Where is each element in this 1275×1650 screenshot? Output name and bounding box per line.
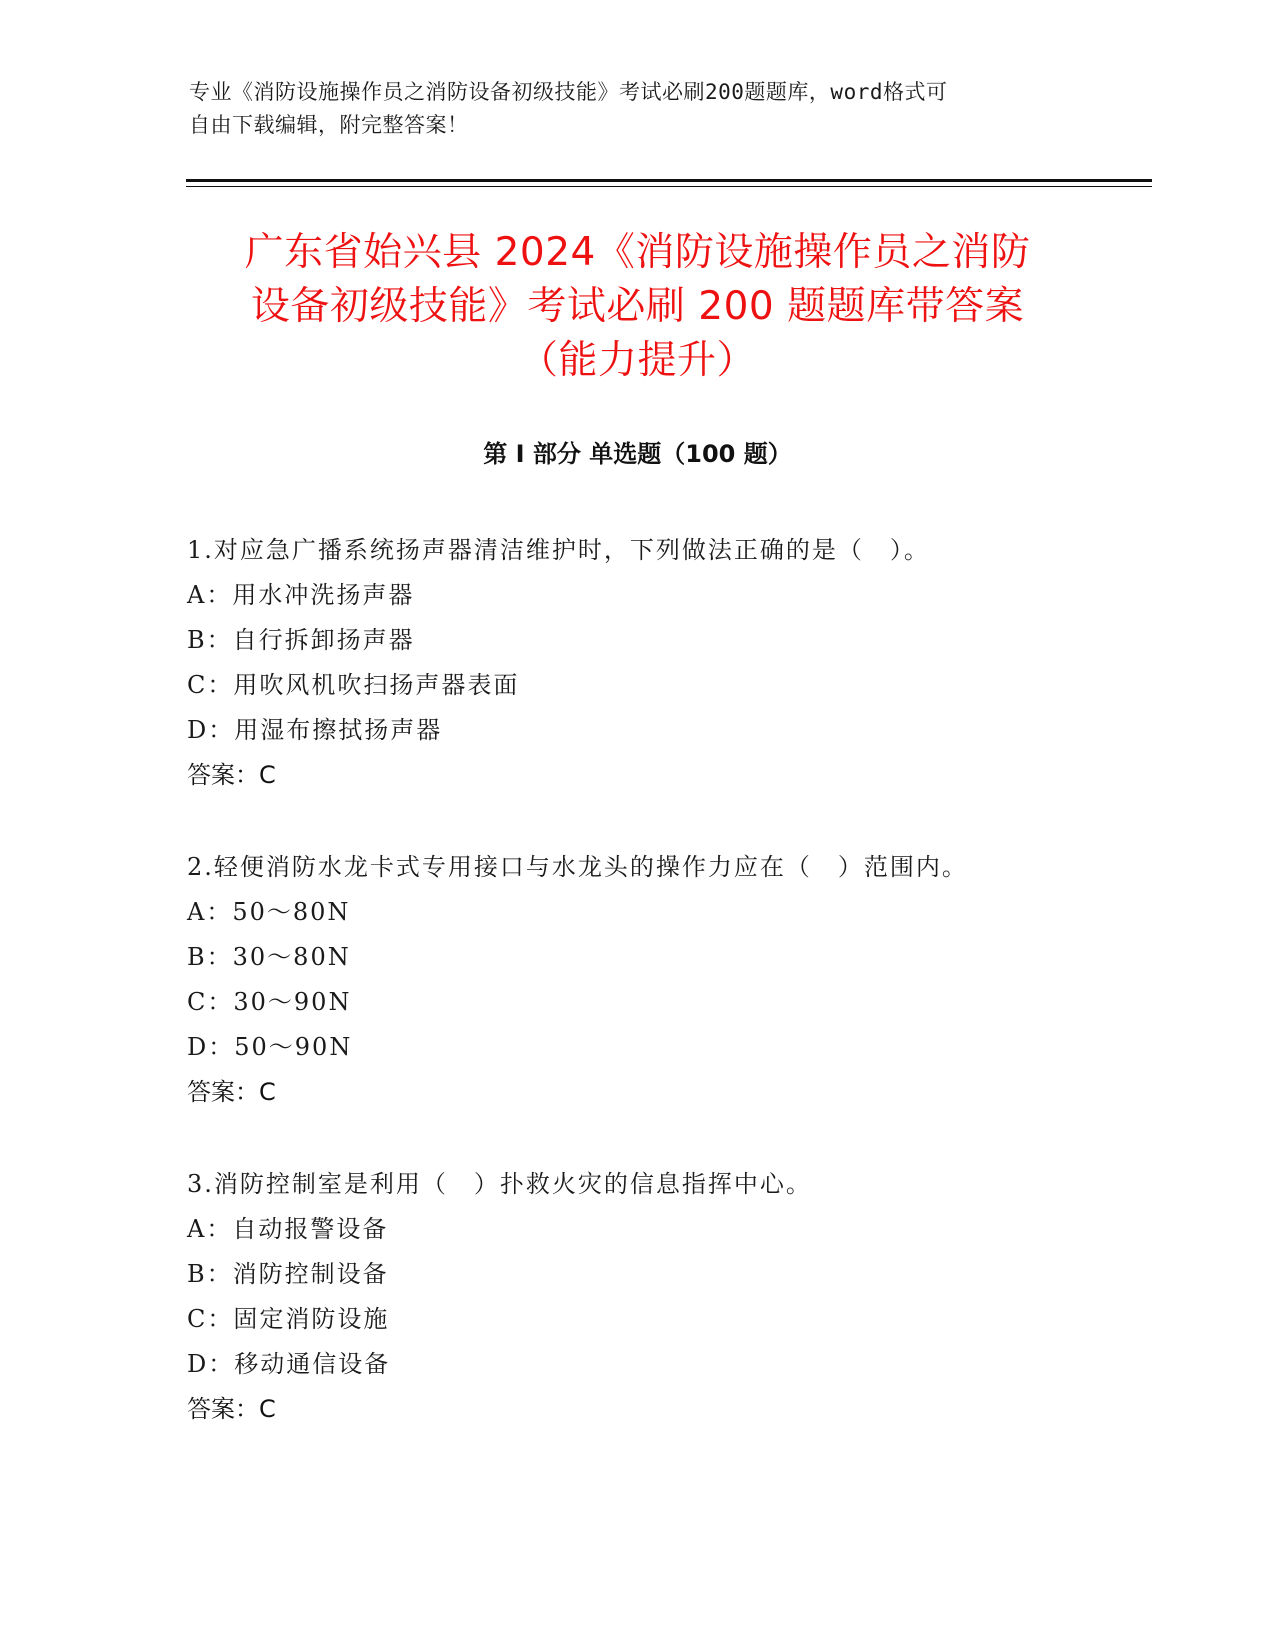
question-3 — [187, 1162, 1147, 1432]
header-note-line-2: 自由下载编辑，附完整答案！ — [189, 113, 469, 137]
option-c: C：30～90N — [187, 988, 352, 1016]
question-stem: 2.轻便消防水龙卡式专用接口与水龙头的操作力应在（ ）范围内。 — [187, 853, 968, 881]
header-note-line-1: 专业《消防设施操作员之消防设备初级技能》考试必刷200题题库，word格式可 — [189, 80, 948, 104]
header-divider-thick — [186, 179, 1152, 182]
option-b: B：自行拆卸扬声器 — [187, 626, 415, 654]
question-1 — [187, 528, 1147, 798]
question-stem: 1.对应急广播系统扬声器清洁维护时，下列做法正确的是（ ）。 — [187, 536, 930, 564]
answer-key: 答案：C — [187, 761, 276, 789]
option-c: C：固定消防设施 — [187, 1305, 390, 1333]
header-divider-thin — [186, 186, 1152, 187]
title-line-1: 广东省始兴县 2024《消防设施操作员之消防 — [244, 230, 1031, 275]
answer-key: 答案：C — [187, 1078, 276, 1106]
question-list — [187, 528, 1147, 1479]
section-title: 第 I 部分 单选题（100 题） — [483, 440, 792, 468]
title-line-3: （能力提升） — [518, 338, 756, 383]
option-d: D：移动通信设备 — [187, 1350, 391, 1378]
document-header-note — [189, 76, 1069, 142]
option-d: D：50～90N — [187, 1033, 353, 1061]
option-a: A：自动报警设备 — [187, 1215, 389, 1243]
document-title — [150, 226, 1125, 388]
option-c: C：用吹风机吹扫扬声器表面 — [187, 671, 520, 699]
option-d: D：用湿布擦拭扬声器 — [187, 716, 443, 744]
question-2 — [187, 845, 1147, 1115]
title-line-2: 设备初级技能》考试必刷 200 题题库带答案 — [250, 284, 1025, 329]
option-b: B：30～80N — [187, 943, 351, 971]
answer-key: 答案：C — [187, 1395, 276, 1423]
option-a: A：用水冲洗扬声器 — [187, 581, 415, 609]
question-stem: 3.消防控制室是利用（ ）扑救火灾的信息指挥中心。 — [187, 1170, 812, 1198]
option-b: B：消防控制设备 — [187, 1260, 389, 1288]
option-a: A：50～80N — [187, 898, 351, 926]
